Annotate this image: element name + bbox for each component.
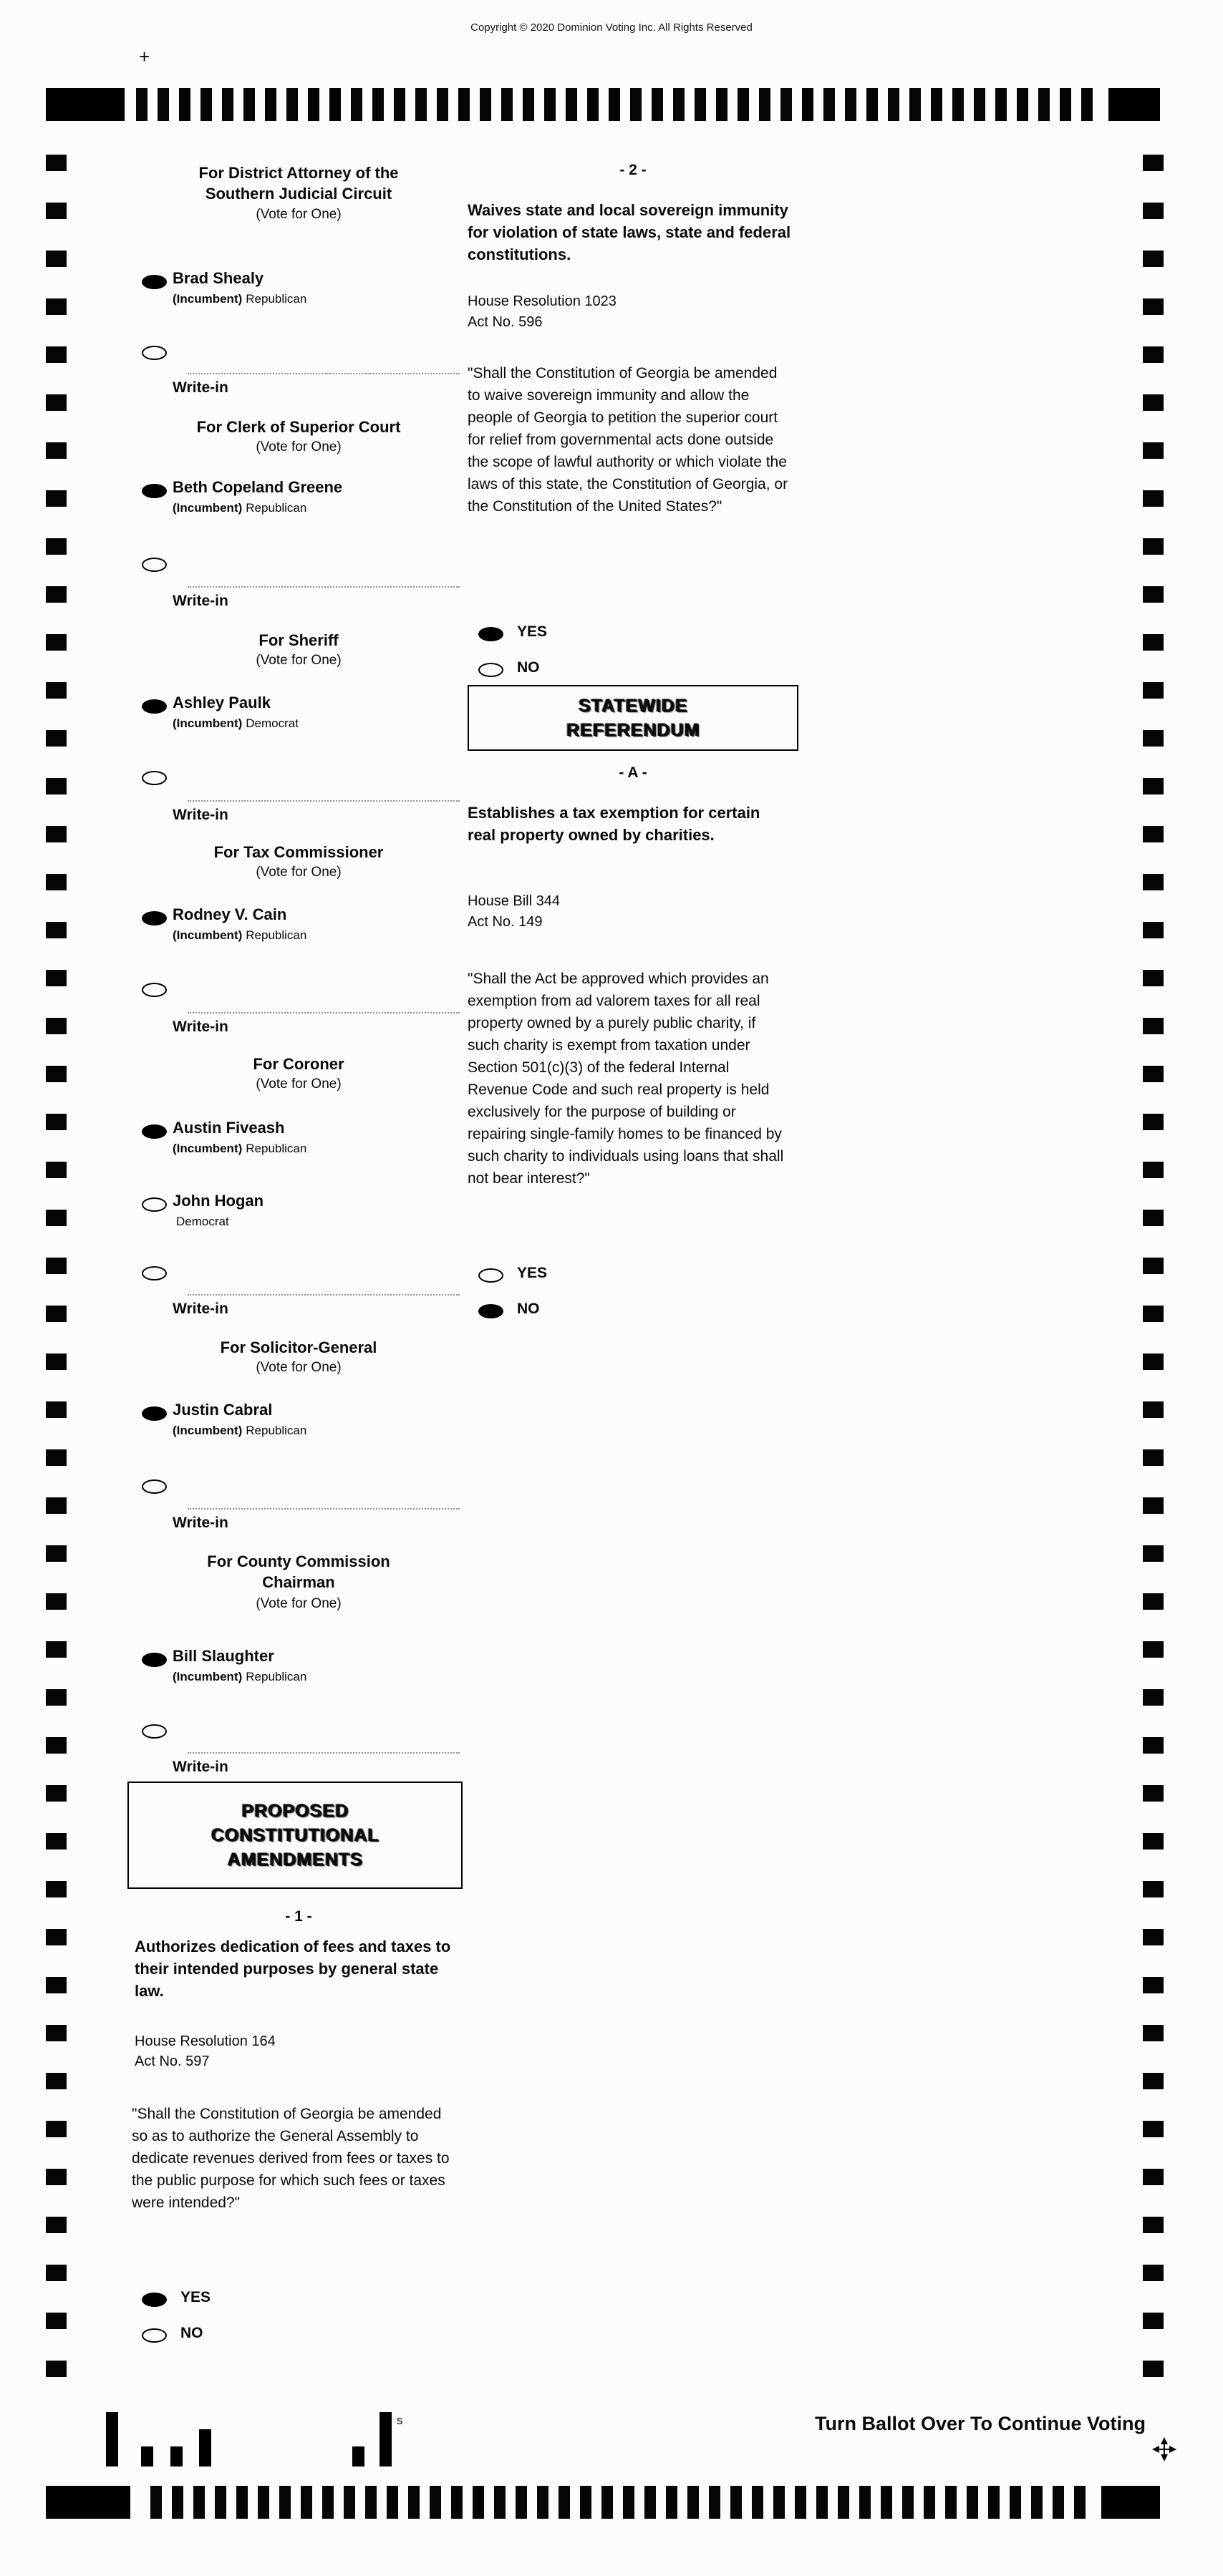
- timing-bars: [150, 2486, 1096, 2519]
- registration-crosshair-icon: [1150, 2435, 1179, 2467]
- section-box-line: CONSTITUTIONAL: [211, 1825, 380, 1845]
- party-label: Republican: [246, 501, 307, 515]
- measure-number: - 2 -: [619, 162, 647, 178]
- measure-reference: House Resolution 1023: [468, 293, 617, 309]
- incumbent-label: (Incumbent): [173, 292, 243, 306]
- yes-oval[interactable]: [478, 1268, 503, 1283]
- no-oval[interactable]: [142, 2328, 167, 2343]
- write-in-line: [188, 800, 460, 802]
- measure-summary: Establishes a tax exemption for certain real property owned by charities.: [468, 804, 760, 844]
- vote-for-instruction: (Vote for One): [256, 653, 342, 668]
- incumbent-label: (Incumbent): [173, 1142, 243, 1155]
- party-label: Republican: [246, 1142, 307, 1155]
- candidate-name: John Hogan: [173, 1192, 264, 1210]
- candidate-detail: [173, 501, 306, 515]
- candidate-name: Bill Slaughter: [173, 1647, 274, 1665]
- party-label: Democrat: [246, 716, 299, 730]
- candidate-name: Rodney V. Cain: [173, 905, 287, 923]
- party-label: Republican: [246, 1670, 307, 1683]
- contest-title: For Coroner: [253, 1055, 344, 1073]
- section-box-line: PROPOSED: [241, 1801, 349, 1821]
- contest-title: For County Commission: [207, 1552, 390, 1570]
- turn-ballot-over-instruction: Turn Ballot Over To Continue Voting: [815, 2413, 1146, 2434]
- write-in-label: Write-in: [173, 1019, 228, 1035]
- write-in-line: [188, 1294, 460, 1296]
- write-in-oval[interactable]: [142, 983, 167, 997]
- no-oval[interactable]: [478, 1304, 503, 1318]
- contest-title: For District Attorney of the: [198, 164, 399, 182]
- write-in-label: Write-in: [173, 1301, 228, 1317]
- timing-bars: [136, 88, 1103, 121]
- write-in-label: Write-in: [173, 379, 228, 396]
- write-in-oval[interactable]: [142, 1479, 167, 1494]
- candidate-oval[interactable]: [142, 1124, 167, 1139]
- measure-number: - 1 -: [285, 1908, 312, 1925]
- write-in-oval[interactable]: [142, 1266, 167, 1280]
- contest-title: For Clerk of Superior Court: [196, 418, 401, 436]
- contest-title: For Solicitor-General: [220, 1338, 377, 1356]
- measure-question: "Shall the Constitution of Georgia be amended so as to authorize the General Assembly to dedicate revenues derived from fees or taxes to the public purpose for which such fees or taxes were intended?": [132, 2106, 450, 2211]
- incumbent-label: (Incumbent): [173, 716, 243, 730]
- incumbent-label: (Incumbent): [173, 928, 243, 942]
- write-in-oval[interactable]: [142, 1724, 167, 1739]
- measure-summary: Authorizes dedication of fees and taxes to their intended purposes by general state law.: [135, 1938, 451, 2000]
- write-in-label: Write-in: [173, 1759, 228, 1775]
- measure-question: "Shall the Act be approved which provides an exemption from ad valorem taxes for all real property owned by a purely public charity, if such charity is exempt from taxation under Section 501(c)(3) of the federal Internal Revenue Code and such real property is held exclusively for the purpose of building or repairing single-family homes to be financed by such charity to individuals using loans that shall not bear interest?": [468, 971, 784, 1187]
- measure-reference: Act No. 596: [468, 314, 543, 330]
- candidate-oval[interactable]: [142, 911, 167, 925]
- write-in-oval[interactable]: [142, 771, 167, 785]
- contest-title: For Tax Commissioner: [213, 843, 384, 861]
- write-in-line: [188, 1508, 460, 1510]
- measure-summary: Waives state and local sovereign immunity for violation of state laws, state and federal constitutions.: [468, 201, 791, 263]
- timing-block-left: [46, 2486, 130, 2519]
- candidate-oval[interactable]: [142, 1406, 167, 1421]
- barcode-bar: [141, 2446, 153, 2466]
- party-label: Republican: [246, 292, 307, 306]
- vote-for-instruction: (Vote for One): [256, 439, 342, 455]
- write-in-line: [188, 1752, 460, 1754]
- candidate-name: Beth Copeland Greene: [173, 478, 343, 496]
- candidate-detail: [173, 1215, 229, 1229]
- candidate-oval[interactable]: [142, 1197, 167, 1212]
- contest-title: Southern Judicial Circuit: [205, 185, 392, 203]
- contest-title: Chairman: [262, 1573, 335, 1591]
- candidate-detail: [173, 928, 306, 943]
- candidate-detail: [173, 292, 306, 306]
- incumbent-label: (Incumbent): [173, 501, 243, 515]
- no-label: NO: [517, 659, 540, 676]
- party-label: Republican: [246, 1424, 307, 1437]
- measure-number: - A -: [619, 764, 647, 781]
- timing-block-right: [1101, 2486, 1160, 2519]
- write-in-line: [188, 1012, 460, 1014]
- write-in-label: Write-in: [173, 593, 228, 609]
- incumbent-label: (Incumbent): [173, 1670, 243, 1683]
- vote-for-instruction: (Vote for One): [256, 1076, 342, 1092]
- barcode-bar: [170, 2446, 183, 2466]
- timing-marks-top: [0, 88, 1223, 121]
- candidate-name: Brad Shealy: [173, 269, 264, 287]
- section-box-line: REFERENDUM: [566, 720, 700, 740]
- candidate-detail: [173, 1424, 306, 1438]
- timing-block-right: [1108, 88, 1160, 121]
- vote-for-instruction: (Vote for One): [256, 1596, 342, 1611]
- no-oval[interactable]: [478, 663, 503, 677]
- candidate-detail: [173, 1670, 306, 1684]
- yes-oval[interactable]: [478, 627, 503, 641]
- candidate-detail: [173, 716, 299, 731]
- write-in-line: [188, 373, 460, 374]
- timing-block-left: [46, 88, 125, 121]
- section-box-line: AMENDMENTS: [227, 1850, 363, 1870]
- timing-marks-left-column: [46, 155, 67, 2386]
- party-label: Democrat: [176, 1215, 229, 1228]
- barcode-bar: [352, 2446, 364, 2466]
- vote-for-instruction: (Vote for One): [256, 1360, 342, 1375]
- vote-for-instruction: (Vote for One): [256, 865, 342, 880]
- no-label: NO: [517, 1301, 540, 1317]
- party-label: Republican: [246, 928, 307, 942]
- barcode-bar: [380, 2412, 392, 2466]
- candidate-name: Austin Fiveash: [173, 1119, 285, 1137]
- candidate-oval[interactable]: [142, 275, 167, 289]
- measure-question: "Shall the Constitution of Georgia be amended to waive sovereign immunity and allow the people of Georgia to petition the superior court for relief from governmental acts done outside the scope of lawful authority or which violate the laws of this state, the Constitution of Georgia, or the Constitution of the United States?": [468, 365, 788, 515]
- candidate-oval[interactable]: [142, 484, 167, 498]
- registration-plus-mark: +: [139, 46, 150, 67]
- measure-reference: House Resolution 164: [135, 2033, 276, 2049]
- barcode-bar: [106, 2412, 118, 2466]
- timing-marks-bottom: [0, 2486, 1223, 2519]
- candidate-oval[interactable]: [142, 1653, 167, 1667]
- candidate-oval[interactable]: [142, 699, 167, 714]
- candidate-name: Ashley Paulk: [173, 694, 271, 711]
- proposed-amendments-section-box: [127, 1782, 463, 1889]
- section-box-line: STATEWIDE: [578, 696, 688, 716]
- yes-label: YES: [517, 1265, 548, 1281]
- write-in-line: [188, 586, 460, 588]
- timing-marks-right-column: [1143, 155, 1164, 2386]
- statewide-referendum-section-box: [468, 685, 798, 751]
- barcode-glyph: s: [397, 2414, 403, 2427]
- no-label: NO: [180, 2325, 203, 2341]
- copyright-text: Copyright © 2020 Dominion Voting Inc. All Rights Reserved: [470, 21, 753, 34]
- measure-reference: Act No. 149: [468, 914, 543, 930]
- yes-label: YES: [517, 623, 548, 640]
- write-in-label: Write-in: [173, 1515, 228, 1531]
- yes-label: YES: [180, 2289, 211, 2305]
- yes-oval[interactable]: [142, 2293, 167, 2307]
- candidate-detail: [173, 1142, 306, 1156]
- measure-reference: House Bill 344: [468, 893, 560, 909]
- vote-for-instruction: (Vote for One): [256, 207, 342, 222]
- barcode-bar: [199, 2429, 211, 2466]
- write-in-oval[interactable]: [142, 558, 167, 572]
- contest-title: For Sheriff: [258, 631, 339, 649]
- write-in-label: Write-in: [173, 807, 228, 823]
- candidate-name: Justin Cabral: [173, 1401, 273, 1419]
- write-in-oval[interactable]: [142, 346, 167, 360]
- incumbent-label: (Incumbent): [173, 1424, 243, 1437]
- measure-reference: Act No. 597: [135, 2053, 210, 2069]
